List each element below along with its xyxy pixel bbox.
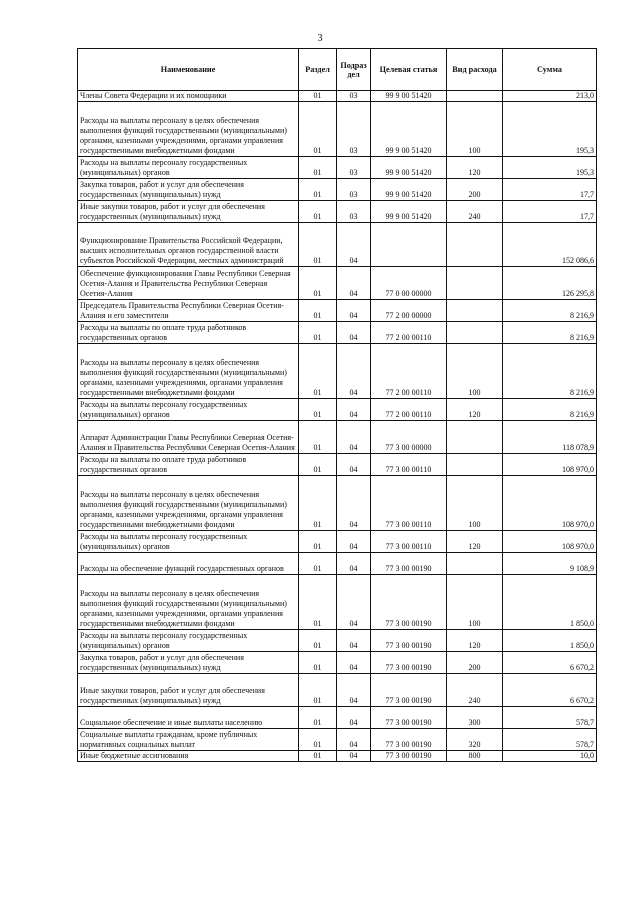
- row-expense-type: [447, 454, 503, 476]
- row-target-article: 77 3 00 00190: [371, 751, 447, 762]
- table-row: [78, 91, 597, 102]
- row-expense-type: [447, 421, 503, 454]
- table-row: [78, 223, 597, 267]
- row-subsection: 04: [337, 300, 371, 322]
- row-name: Председатель Правительства Республики Северная Осетия-Алания и его заместители: [78, 300, 299, 322]
- row-expense-type: [447, 223, 503, 267]
- row-amount: 195,3: [503, 157, 597, 179]
- header-row: [78, 49, 597, 91]
- row-name: Социальное обеспечение и иные выплаты населению: [78, 707, 299, 729]
- row-section: 01: [299, 399, 337, 421]
- row-subsection: 03: [337, 179, 371, 201]
- row-amount: 578,7: [503, 729, 597, 751]
- row-expense-type: 300: [447, 707, 503, 729]
- row-subsection: 04: [337, 707, 371, 729]
- header-name: Наименование: [78, 49, 299, 91]
- row-name: Расходы на выплаты персоналу в целях обеспечения выполнения функций государственными (муниципальными) органами, казенными учреждениями, органами управления государственными внебюджетными фондами: [78, 476, 299, 531]
- row-amount: 17,7: [503, 179, 597, 201]
- row-target-article: 77 3 00 00190: [371, 630, 447, 652]
- header-section: Раздел: [299, 49, 337, 91]
- row-name: Расходы на выплаты персоналу государственных (муниципальных) органов: [78, 630, 299, 652]
- table-row: [78, 630, 597, 652]
- row-amount: 108 970,0: [503, 454, 597, 476]
- row-target-article: 77 2 00 00110: [371, 344, 447, 399]
- row-target-article: 77 3 00 00110: [371, 476, 447, 531]
- row-target-article: 99 9 00 51420: [371, 102, 447, 157]
- row-section: 01: [299, 553, 337, 575]
- header-target-article: Целевая статья: [371, 49, 447, 91]
- row-section: 01: [299, 322, 337, 344]
- row-expense-type: 320: [447, 729, 503, 751]
- table-row: [78, 707, 597, 729]
- row-name: Расходы на выплаты персоналу в целях обеспечения выполнения функций государственными (муниципальными) органами, казенными учреждениями, органами управления государственными внебюджетными фондами: [78, 575, 299, 630]
- table-row: [78, 267, 597, 300]
- table-row: [78, 399, 597, 421]
- row-subsection: 04: [337, 476, 371, 531]
- row-name: Расходы на выплаты персоналу государственных (муниципальных) органов: [78, 157, 299, 179]
- row-expense-type: 800: [447, 751, 503, 762]
- row-amount: 9 108,9: [503, 553, 597, 575]
- row-section: 01: [299, 102, 337, 157]
- row-target-article: 77 3 00 00000: [371, 421, 447, 454]
- row-amount: 578,7: [503, 707, 597, 729]
- row-amount: 6 670,2: [503, 652, 597, 674]
- row-target-article: 77 3 00 00190: [371, 553, 447, 575]
- row-section: 01: [299, 751, 337, 762]
- row-expense-type: 120: [447, 399, 503, 421]
- row-amount: 6 670,2: [503, 674, 597, 707]
- row-section: 01: [299, 707, 337, 729]
- row-section: 01: [299, 421, 337, 454]
- row-target-article: 77 2 00 00110: [371, 322, 447, 344]
- row-name: Закупка товаров, работ и услуг для обеспечения государственных (муниципальных) нужд: [78, 652, 299, 674]
- row-name: Расходы на выплаты по оплате труда работников государственных органов: [78, 454, 299, 476]
- row-expense-type: 120: [447, 157, 503, 179]
- row-amount: 1 850,0: [503, 630, 597, 652]
- row-section: 01: [299, 300, 337, 322]
- row-subsection: 04: [337, 674, 371, 707]
- row-target-article: 99 9 00 51420: [371, 179, 447, 201]
- row-section: 01: [299, 91, 337, 102]
- row-section: 01: [299, 223, 337, 267]
- row-subsection: 04: [337, 652, 371, 674]
- table-row: [78, 729, 597, 751]
- row-subsection: 04: [337, 575, 371, 630]
- table-row: [78, 751, 597, 762]
- row-subsection: 04: [337, 630, 371, 652]
- row-section: 01: [299, 344, 337, 399]
- row-subsection: 04: [337, 454, 371, 476]
- row-section: 01: [299, 267, 337, 300]
- row-section: 01: [299, 476, 337, 531]
- row-expense-type: 100: [447, 102, 503, 157]
- row-name: Расходы на выплаты персоналу в целях обеспечения выполнения функций государственными (муниципальными) органами, казенными учреждениями, органами управления государственными внебюджетными фондами: [78, 102, 299, 157]
- row-target-article: 77 0 00 00000: [371, 267, 447, 300]
- row-name: Расходы на выплаты по оплате труда работников государственных органов: [78, 322, 299, 344]
- table-row: [78, 575, 597, 630]
- row-amount: 8 216,9: [503, 322, 597, 344]
- row-expense-type: 100: [447, 344, 503, 399]
- row-expense-type: [447, 300, 503, 322]
- header-subsection: Подраз дел: [337, 49, 371, 91]
- row-subsection: 04: [337, 344, 371, 399]
- table-row: [78, 454, 597, 476]
- row-subsection: 04: [337, 223, 371, 267]
- row-subsection: 03: [337, 157, 371, 179]
- row-target-article: 77 3 00 00110: [371, 454, 447, 476]
- table-row: [78, 322, 597, 344]
- row-target-article: 77 3 00 00190: [371, 707, 447, 729]
- table-row: [78, 421, 597, 454]
- row-target-article: 77 3 00 00110: [371, 531, 447, 553]
- table-row: [78, 157, 597, 179]
- header-amount: Сумма: [503, 49, 597, 91]
- row-subsection: 03: [337, 91, 371, 102]
- row-expense-type: 200: [447, 179, 503, 201]
- row-amount: 1 850,0: [503, 575, 597, 630]
- table-row: [78, 531, 597, 553]
- row-subsection: 03: [337, 201, 371, 223]
- row-name: Расходы на выплаты персоналу государственных (муниципальных) органов: [78, 399, 299, 421]
- row-section: 01: [299, 630, 337, 652]
- row-subsection: 04: [337, 267, 371, 300]
- table-row: [78, 476, 597, 531]
- row-expense-type: 120: [447, 630, 503, 652]
- row-name: Аппарат Администрации Главы Республики Северная Осетия-Алания и Правительства Республики Северная Осетия-Алания: [78, 421, 299, 454]
- row-subsection: 04: [337, 399, 371, 421]
- row-subsection: 04: [337, 751, 371, 762]
- row-expense-type: 200: [447, 652, 503, 674]
- table-row: [78, 553, 597, 575]
- row-name: Расходы на выплаты персоналу государственных (муниципальных) органов: [78, 531, 299, 553]
- row-amount: 108 970,0: [503, 531, 597, 553]
- row-amount: 8 216,9: [503, 344, 597, 399]
- row-name: Расходы на выплаты персоналу в целях обеспечения выполнения функций государственными (муниципальными) органами, казенными учреждениями, органами управления государственными внебюджетными фондами: [78, 344, 299, 399]
- row-name: Социальные выплаты гражданам, кроме публичных нормативных социальных выплат: [78, 729, 299, 751]
- row-name: Члены Совета Федерации и их помощники: [78, 91, 299, 102]
- page-number: 3: [317, 33, 323, 44]
- row-name: Расходы на обеспечение функций государственных органов: [78, 553, 299, 575]
- row-target-article: 77 3 00 00190: [371, 652, 447, 674]
- row-amount: 17,7: [503, 201, 597, 223]
- row-target-article: 99 9 00 51420: [371, 91, 447, 102]
- row-section: 01: [299, 157, 337, 179]
- row-expense-type: [447, 91, 503, 102]
- row-subsection: 03: [337, 102, 371, 157]
- table-row: [78, 300, 597, 322]
- row-expense-type: [447, 267, 503, 300]
- row-section: 01: [299, 652, 337, 674]
- row-amount: 10,0: [503, 751, 597, 762]
- row-subsection: 04: [337, 531, 371, 553]
- row-amount: 108 970,0: [503, 476, 597, 531]
- row-section: 01: [299, 454, 337, 476]
- row-expense-type: 100: [447, 476, 503, 531]
- row-subsection: 04: [337, 322, 371, 344]
- row-section: 01: [299, 179, 337, 201]
- budget-table: [77, 48, 597, 762]
- row-subsection: 04: [337, 421, 371, 454]
- row-amount: 195,3: [503, 102, 597, 157]
- header-expense-type: Вид расхода: [447, 49, 503, 91]
- table-row: [78, 102, 597, 157]
- row-amount: 8 216,9: [503, 300, 597, 322]
- row-section: 01: [299, 575, 337, 630]
- table-row: [78, 674, 597, 707]
- table-row: [78, 344, 597, 399]
- row-amount: 118 078,9: [503, 421, 597, 454]
- row-subsection: 04: [337, 729, 371, 751]
- row-expense-type: 120: [447, 531, 503, 553]
- row-expense-type: [447, 322, 503, 344]
- row-target-article: [371, 223, 447, 267]
- row-name: Функционирование Правительства Российской Федерации, высших исполнительных органов государственной власти субъектов Российской Федерации, местных администраций: [78, 223, 299, 267]
- row-amount: 152 086,6: [503, 223, 597, 267]
- row-name: Иные бюджетные ассигнования: [78, 751, 299, 762]
- table-row: [78, 201, 597, 223]
- row-expense-type: 240: [447, 201, 503, 223]
- row-target-article: 77 3 00 00190: [371, 575, 447, 630]
- row-section: 01: [299, 729, 337, 751]
- row-amount: 8 216,9: [503, 399, 597, 421]
- row-target-article: 77 3 00 00190: [371, 674, 447, 707]
- row-name: Обеспечение функционирования Главы Республики Северная Осетия-Алания и Правительства Республики Северная Осетия-Алания: [78, 267, 299, 300]
- row-target-article: 77 2 00 00110: [371, 399, 447, 421]
- row-target-article: 99 9 00 51420: [371, 201, 447, 223]
- row-section: 01: [299, 674, 337, 707]
- row-subsection: 04: [337, 553, 371, 575]
- row-amount: 213,0: [503, 91, 597, 102]
- row-target-article: 77 2 00 00000: [371, 300, 447, 322]
- row-section: 01: [299, 531, 337, 553]
- table-row: [78, 179, 597, 201]
- row-amount: 126 295,8: [503, 267, 597, 300]
- row-name: Закупка товаров, работ и услуг для обеспечения государственных (муниципальных) нужд: [78, 179, 299, 201]
- row-name: Иные закупки товаров, работ и услуг для обеспечения государственных (муниципальных) нужд: [78, 674, 299, 707]
- row-target-article: 99 9 00 51420: [371, 157, 447, 179]
- row-expense-type: 240: [447, 674, 503, 707]
- row-name: Иные закупки товаров, работ и услуг для обеспечения государственных (муниципальных) нужд: [78, 201, 299, 223]
- table-row: [78, 652, 597, 674]
- row-target-article: 77 3 00 00190: [371, 729, 447, 751]
- row-section: 01: [299, 201, 337, 223]
- row-expense-type: 100: [447, 575, 503, 630]
- row-expense-type: [447, 553, 503, 575]
